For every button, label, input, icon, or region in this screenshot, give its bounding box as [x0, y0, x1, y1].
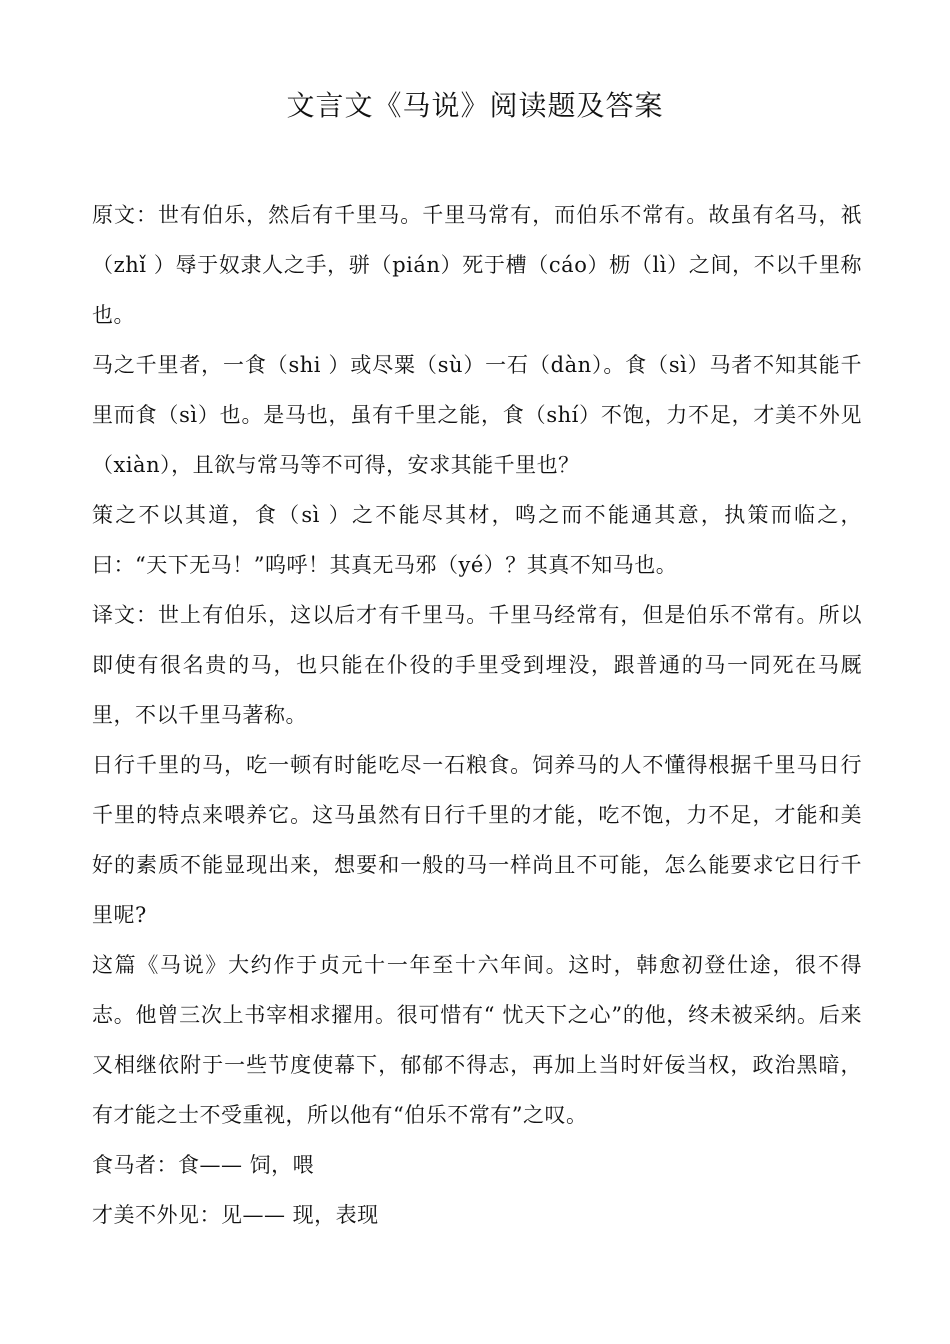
paragraph-background: 这篇《马说》大约作于贞元十一年至十六年间。这时，韩愈初登仕途，很不得志。他曾三次上书宰相求擢用。很可惜有“ 忧天下之心”的他，终未被采纳。后来又相继依附于一些节度使幕下，郁郁不得志，再加上当时奸佞当权，政治黑暗，有才能之士不受重视，所以他有“伯乐不常有”之叹。: [92, 953, 862, 1127]
paragraph-note-2: 才美不外见：见—— 现，表现: [92, 1203, 379, 1227]
document-title: 文言文《马说》阅读题及答案: [286, 89, 664, 122]
paragraph-translation-1: 译文：世上有伯乐，这以后才有千里马。千里马经常有，但是伯乐不常有。所以即使有很名贵的马，也只能在仆役的手里受到埋没，跟普通的马一同死在马厩里，不以千里马著称。: [92, 603, 862, 727]
paragraph-translation-2: 日行千里的马，吃一顿有时能吃尽一石粮食。饲养马的人不懂得根据千里马日行千里的特点来喂养它。这马虽然有日行千里的才能，吃不饱，力不足，才能和美好的素质不能显现出来，想要和一般的马一样尚且不可能，怎么能要求它日行千里呢?: [92, 753, 862, 927]
paragraph-original-text-3: 策之不以其道，食（sì ）之不能尽其材，鸣之而不能通其意，执策而临之，曰：“天下无马！”呜呼！其真无马邪（yé）？其真不知马也。: [92, 503, 862, 577]
paragraph-original-text-1: 原文：世有伯乐，然后有千里马。千里马常有，而伯乐不常有。故虽有名马，祇（zhǐ ）辱于奴隶人之手，骈（pián）死于槽（cáo）枥（lì）之间，不以千里称也。: [92, 203, 862, 327]
document-body: [92, 190, 862, 1240]
paragraph-note-1: 食马者：食—— 饲，喂: [92, 1153, 315, 1177]
paragraph-original-text-2: 马之千里者，一食（shi ）或尽粟（sù）一石（dàn）。食（sì）马者不知其能千里而食（sì）也。是马也，虽有千里之能，食（shí）不饱，力不足，才美不外见（xiàn），且欲与常马等不可得，安求其能千里也？: [92, 353, 862, 477]
